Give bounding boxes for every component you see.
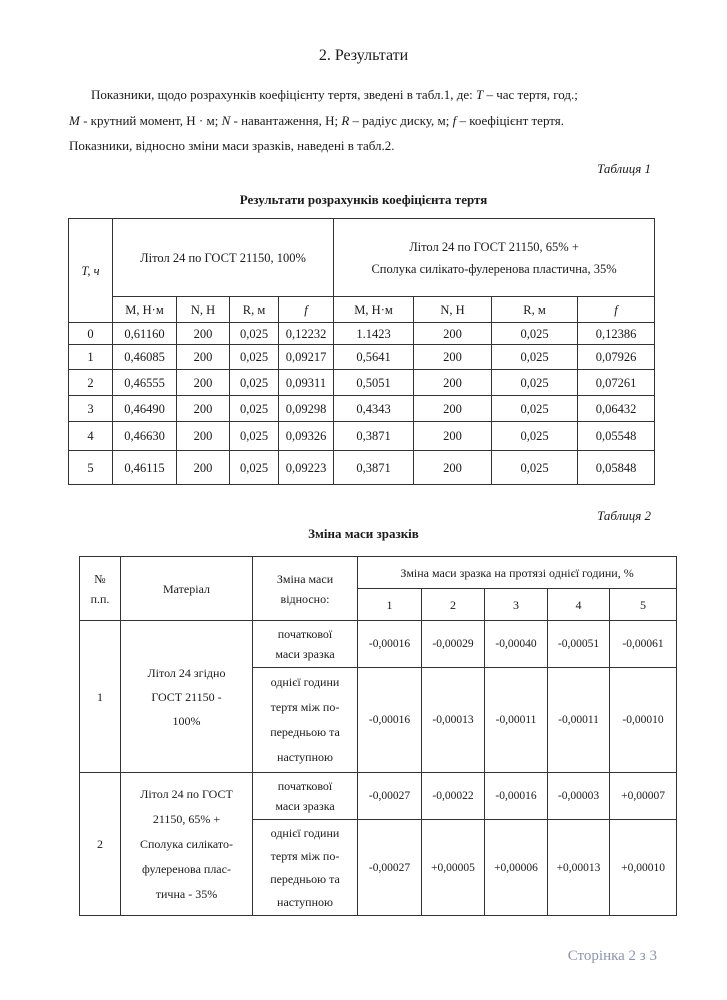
group-number: 2: [80, 773, 121, 916]
table-cell: 200: [177, 323, 230, 345]
table-cell: -0,00016: [485, 773, 548, 820]
hour-header: 4: [548, 589, 610, 621]
table-cell: 0,46555: [113, 370, 177, 396]
table-cell: 0,46490: [113, 396, 177, 422]
table2-title: Зміна маси зразків: [308, 526, 419, 541]
section-heading: 2. Результати: [318, 47, 409, 64]
table-cell: 0,12232: [279, 323, 334, 345]
table-cell: -0,00013: [422, 668, 485, 773]
table-cell: -0,00011: [548, 668, 610, 773]
table-row: [69, 396, 655, 422]
table-row: [69, 451, 655, 485]
table-cell: -0,00003: [548, 773, 610, 820]
hour-header: 2: [422, 589, 485, 621]
table-row: [69, 370, 655, 396]
table-cell: -0,00029: [422, 621, 485, 668]
subheader-cell: N, Н: [177, 297, 230, 323]
header-number: № п.п.: [80, 557, 121, 621]
table-cell: -0,00061: [610, 621, 677, 668]
table-cell: 5: [69, 451, 113, 485]
subheader-cell: M, Н·м: [334, 297, 414, 323]
table-cell: 0,07926: [578, 345, 655, 370]
hour-header: 1: [358, 589, 422, 621]
table-cell: 0,025: [230, 451, 279, 485]
table-cell: 200: [414, 323, 492, 345]
table-cell: 0,46115: [113, 451, 177, 485]
mass-change-table: [79, 556, 677, 916]
table-cell: +0,00007: [610, 773, 677, 820]
table-cell: 0,09217: [279, 345, 334, 370]
subheader-cell: R, м: [230, 297, 279, 323]
table-cell: 0,05848: [578, 451, 655, 485]
table-cell: 0,3871: [334, 451, 414, 485]
table-cell: 3: [69, 396, 113, 422]
table-cell: 0,46085: [113, 345, 177, 370]
subheader-cell: M, Н·м: [113, 297, 177, 323]
table-cell: 0: [69, 323, 113, 345]
table-cell: 0,09223: [279, 451, 334, 485]
table-cell: 0,05548: [578, 422, 655, 451]
intro-line-2: M - крутний момент, Н · м; N - навантаження, Н; R – радіус диску, м; f – коефіцієнт тертя.: [69, 113, 565, 128]
table-cell: 0,09311: [279, 370, 334, 396]
group-material: Літол 24 по ГОСТ 21150, 65% + Сполука силікато- фулеренова плас- тична - 35%: [121, 773, 253, 916]
table-cell: 0,09298: [279, 396, 334, 422]
page-number: Сторінка 2 з 3: [567, 948, 657, 964]
hour-header: 5: [610, 589, 677, 621]
table-cell: -0,00011: [485, 668, 548, 773]
hour-header: 3: [485, 589, 548, 621]
table-cell: 1.1423: [334, 323, 414, 345]
table-cell: +0,00005: [422, 820, 485, 916]
table-row: [80, 773, 677, 820]
table-cell: 0,025: [492, 323, 578, 345]
table-cell: -0,00040: [485, 621, 548, 668]
table-cell: 0,09326: [279, 422, 334, 451]
table-cell: -0,00010: [610, 668, 677, 773]
table-cell: 0,025: [230, 370, 279, 396]
table-cell: 0,025: [492, 451, 578, 485]
header-group-litol-100: Літол 24 по ГОСТ 21150, 100%: [113, 219, 334, 297]
table-row: [69, 345, 655, 370]
table-cell: 0,3871: [334, 422, 414, 451]
table-cell: 0,06432: [578, 396, 655, 422]
table-cell: 0,025: [492, 422, 578, 451]
table-cell: 0,025: [230, 396, 279, 422]
table-cell: 2: [69, 370, 113, 396]
table-cell: 0,025: [492, 370, 578, 396]
table-cell: 0,46630: [113, 422, 177, 451]
table-cell: +0,00013: [548, 820, 610, 916]
intro-line-1: Показники, щодо розрахунків коефіцієнту тертя, зведені в табл.1, де: T – час тертя, год.;: [91, 87, 578, 102]
table-cell: 0,025: [492, 396, 578, 422]
table1-title: Результати розрахунків коефіцієнта тертя: [239, 192, 488, 207]
table-row: [69, 422, 655, 451]
table-cell: -0,00022: [422, 773, 485, 820]
table-cell: 0,025: [492, 345, 578, 370]
table-cell: 200: [414, 451, 492, 485]
table-cell: 200: [177, 451, 230, 485]
table-cell: 0,61160: [113, 323, 177, 345]
table-cell: 200: [414, 345, 492, 370]
table-row: [80, 621, 677, 668]
table-cell: 200: [177, 370, 230, 396]
table-cell: 0,5641: [334, 345, 414, 370]
subheader-cell: f: [279, 297, 334, 323]
relative-initial: початкової маси зразка: [253, 621, 358, 668]
table-row: [69, 323, 655, 345]
group-number: 1: [80, 621, 121, 773]
table-cell: 0,12386: [578, 323, 655, 345]
table-cell: 200: [177, 345, 230, 370]
table-cell: 200: [414, 422, 492, 451]
header-material: Матеріал: [121, 557, 253, 621]
table-cell: 1: [69, 345, 113, 370]
table-cell: 4: [69, 422, 113, 451]
table-cell: 0,4343: [334, 396, 414, 422]
table-cell: 200: [177, 396, 230, 422]
table-cell: 200: [414, 396, 492, 422]
relative-hour: однієї години тертя між по- передньою та наступною: [253, 820, 358, 916]
subheader-cell: f: [578, 297, 655, 323]
table-cell: +0,00006: [485, 820, 548, 916]
table-cell: -0,00027: [358, 773, 422, 820]
header-time: T, ч: [69, 219, 113, 323]
table-cell: 200: [414, 370, 492, 396]
group-material: Літол 24 згідно ГОСТ 21150 - 100%: [121, 621, 253, 773]
subheader-cell: N, Н: [414, 297, 492, 323]
intro-line-3: Показники, відносно зміни маси зразків, наведені в табл.2.: [69, 138, 395, 153]
table-cell: 0,025: [230, 422, 279, 451]
table-cell: 0,025: [230, 345, 279, 370]
table-cell: 0,07261: [578, 370, 655, 396]
relative-initial: початкової маси зразка: [253, 773, 358, 820]
table-cell: -0,00016: [358, 621, 422, 668]
subheader-cell: R, м: [492, 297, 578, 323]
table-cell: 0,025: [230, 323, 279, 345]
header-change-relative: Зміна маси відносно:: [253, 557, 358, 621]
header-hourly-change: Зміна маси зразка на протязі однієї години, %: [358, 557, 677, 589]
table-cell: -0,00051: [548, 621, 610, 668]
table-cell: +0,00010: [610, 820, 677, 916]
table-cell: -0,00016: [358, 668, 422, 773]
friction-results-table: [68, 218, 655, 485]
header-group-litol-65: Літол 24 по ГОСТ 21150, 65% + Сполука силікато-фулеренова пластична, 35%: [334, 219, 655, 297]
table-cell: -0,00027: [358, 820, 422, 916]
table-cell: 0,5051: [334, 370, 414, 396]
table-cell: 200: [177, 422, 230, 451]
relative-hour: однієї години тертя між по- передньою та наступною: [253, 668, 358, 773]
table1-label: Таблиця 1: [597, 161, 651, 176]
table2-label: Таблиця 2: [597, 508, 651, 523]
